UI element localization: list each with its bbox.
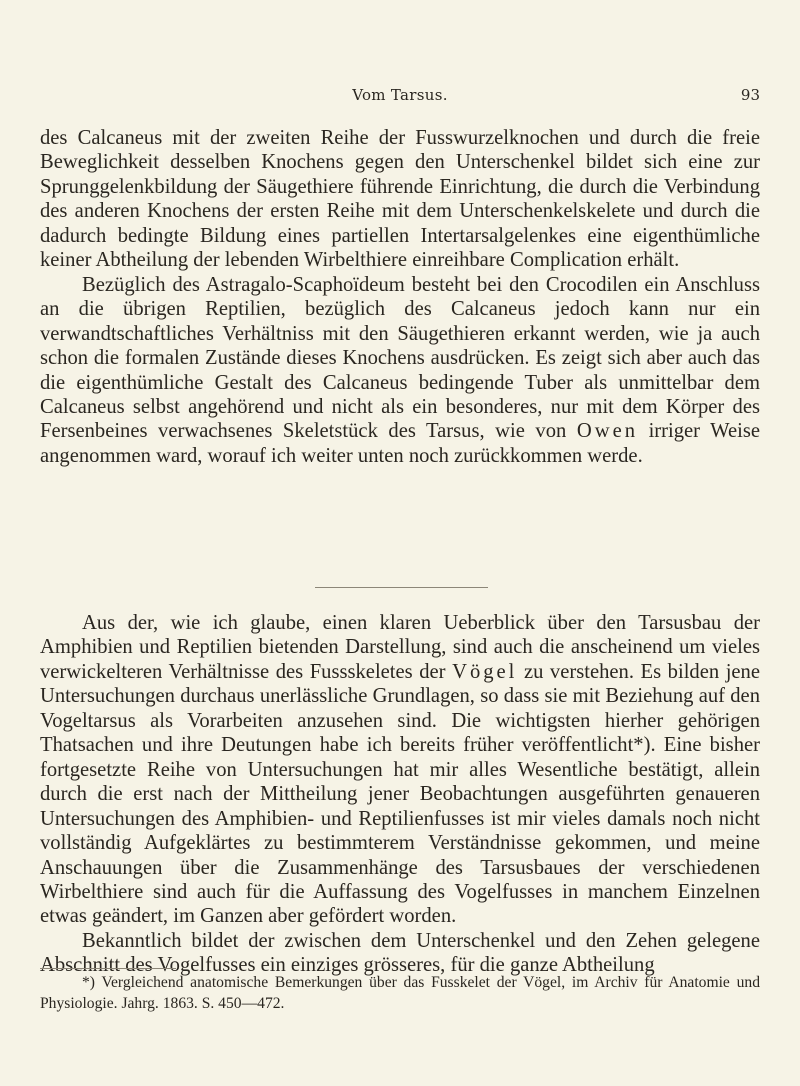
running-title: Vom Tarsus. [352, 86, 448, 104]
section-separator [315, 587, 488, 588]
paragraph-vogelfuss: Bekanntlich bildet der zwischen dem Unterschenkel und den Zehen gelegene Abschnitt des Vogelfusses ein einziges grösseres, für die ganze Abtheilung [40, 929, 760, 977]
paragraph-text: Bezüglich des Astragalo-Scaphoïdeum besteht bei den Crocodilen ein Anschluss an die übrigen Reptilien, bezüglich des Calcaneus jedoch kann nur ein verwandtschaftliches Verhältniss mit den Säugethieren erkannt werden, wie ja auch schon die formalen Zustände dieses Knochens ausdrücken. Es zeigt sich aber auch das die eigenthümliche Gestalt des Calcaneus bedingende Tuber als unmittelbar dem Calcaneus selbst angehörend und nicht als ein besonderes, nur mit dem Körper des Fersenbeines verwachsenes Skeletstück des Tarsus, wie von [40, 273, 760, 443]
text-block-1 [40, 126, 760, 468]
paragraph-text: zu verstehen. Es bilden jene Untersuchungen durchaus unerlässliche Grundlagen, so dass sie mit Beziehung auf den Vogeltarsus als Vorarbeiten anzusehen sind. Die wichtigsten hierher gehörigen Thatsachen und ihre Deutungen habe ich bereits früher veröffentlicht*). Eine bisher fortgesetzte Reihe von Untersuchungen hat mir alles Wesentliche bestätigt, allein durch die erst nach der Mittheilung jener Beobachtungen ausgeführten genaueren Untersuchungen des Amphibien- und Reptilienfusses ist mir vieles damals noch nicht vollständig Aufgeklärtes zu bestimmterem Verständnisse gekommen, und meine Anschauungen über die Zusammenhänge des Tarsusbaues der verschiedenen Wirbelthiere sind auch für die Auffassung des Vogelfusses in manchem Einzelnen etwas geändert, im Ganzen aber gefördert worden. [40, 660, 760, 928]
paragraph-astragalo-scaphoideum [40, 273, 760, 469]
paragraph-vogeltarsus [40, 611, 760, 929]
page-number: 93 [740, 86, 760, 104]
page-header [40, 86, 760, 110]
footnote [40, 972, 760, 1014]
footnote-text: *) Vergleichend anatomische Bemerkungen über das Fusskelet der Vögel, im Archiv für Anatomie und Physiologie. Jahrg. 1863. S. 450—472. [40, 974, 760, 1012]
paragraph-calcaneus-continued: des Calcaneus mit der zweiten Reihe der Fusswurzelknochen und durch die freie Beweglichkeit desselben Knochens gegen den Unterschenkel bildet sich eine zur Sprunggelenkbildung der Säugethiere führende Einrichtung, die durch die Verbindung des anderen Knochens der ersten Reihe mit dem Unterschenkelskelete und durch die dadurch bedingte Bildung eines partiellen Intertarsalgelenkes eine eigenthümliche keiner Abtheilung der lebenden Wirbelthiere einreihbare Complication erhält. [40, 127, 760, 272]
author-name-owen: Owen [576, 420, 639, 443]
text-block-2 [40, 611, 760, 978]
footnote-rule [40, 968, 176, 969]
paragraph-text: irriger Weise angenommen ward, worauf ich weiter unten noch zurückkommen werde. [40, 420, 760, 467]
emphasis-voegel: Vögel [452, 660, 518, 683]
paragraph-text: Aus der, wie ich glaube, einen klaren Ueberblick über den Tarsusbau der Amphibien und Reptilien bietenden Darstellung, sind auch die anscheinend um vieles verwickelteren Verhältnisse des Fussskeletes der [40, 612, 760, 683]
